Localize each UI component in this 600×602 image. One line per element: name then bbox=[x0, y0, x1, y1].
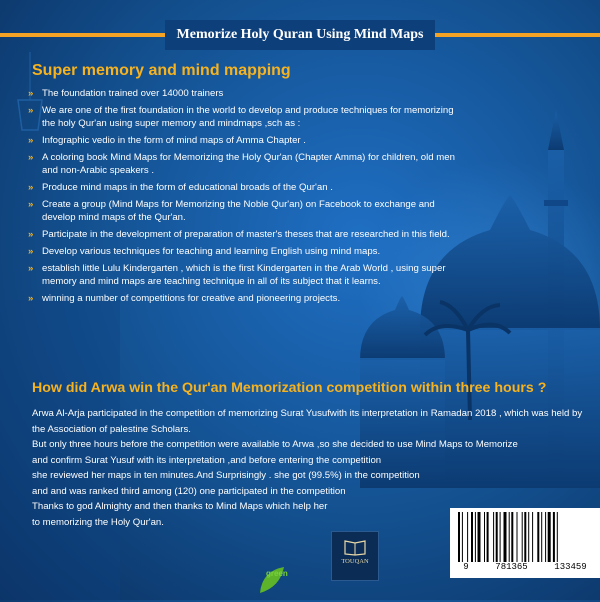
barcode-bar bbox=[511, 512, 513, 562]
list-item-text: Participate in the development of preparation of master's theses that are researched in this field. bbox=[42, 229, 450, 240]
barcode-bar bbox=[517, 512, 518, 562]
list-item bbox=[28, 262, 458, 288]
list-item-text: We are one of the first foundation in the world to develop and produce techniques for memorizing the holy Qur'an using super memory and mindmaps ,sch as : bbox=[42, 105, 454, 129]
barcode-bar bbox=[475, 512, 476, 562]
barcode-bar bbox=[478, 512, 481, 562]
barcode-bar bbox=[487, 512, 489, 562]
bullet-icon: » bbox=[28, 246, 34, 257]
barcode-bar bbox=[509, 512, 510, 562]
list-item-text: Infographic vedio in the form of mind maps of Amma Chapter . bbox=[42, 135, 306, 146]
barcode-bar bbox=[541, 512, 542, 562]
achievements-list bbox=[28, 87, 458, 309]
story-line: Thanks to god Almighty and then thanks to Mind Maps which help her bbox=[32, 501, 328, 512]
list-item bbox=[28, 104, 458, 130]
story-line: But only three hours before the competition were available to Arwa ,so she decided to use Mind Maps to Memorize bbox=[32, 439, 518, 450]
section-title-arwa-story: How did Arwa win the Qur'an Memorization competition within three hours ? bbox=[32, 380, 547, 396]
touqan-logo-label: TOUQAN bbox=[341, 558, 369, 565]
header-bar bbox=[0, 18, 600, 52]
story-line: and and was ranked third among (120) one participated in the competition bbox=[32, 485, 346, 497]
barcode-bar bbox=[496, 512, 498, 562]
story-line: she reviewed her maps in ten minutes.And Surprisingly . she got (99.5%) in the competition bbox=[32, 470, 420, 481]
list-item bbox=[28, 134, 458, 147]
barcode-bar bbox=[458, 512, 460, 562]
list-item-text: Develop various techniques for teaching and learning English using mind maps. bbox=[42, 246, 381, 257]
story-line: to memorizing the Holy Qur'an. bbox=[32, 516, 164, 528]
barcode-bar bbox=[557, 512, 558, 562]
isbn-barcode bbox=[450, 508, 600, 578]
barcode-bar bbox=[528, 512, 529, 562]
barcode-digit-group: 781365 bbox=[495, 562, 528, 572]
barcode-bar bbox=[548, 512, 551, 562]
section-title-super-memory: Super memory and mind mapping bbox=[32, 62, 291, 79]
barcode-bar bbox=[522, 512, 523, 562]
barcode-bar bbox=[537, 512, 539, 562]
barcode-bar bbox=[553, 512, 555, 562]
header-title: Memorize Holy Quran Using Mind Maps bbox=[165, 20, 435, 50]
story-line: and confirm Surat Yusuf with its interpretation ,and before entering the competition bbox=[32, 454, 382, 466]
bullet-icon: » bbox=[28, 88, 34, 99]
barcode-digit-group: 133459 bbox=[554, 562, 587, 572]
list-item bbox=[28, 151, 458, 177]
story-line: Arwa Al-Arja participated in the competition of memorizing Surat Yusufwith its interpretation in Ramadan 2018 , which was held by bbox=[32, 408, 583, 419]
barcode-bar bbox=[467, 512, 468, 562]
list-item bbox=[28, 87, 458, 100]
bullet-icon: » bbox=[28, 135, 34, 146]
barcode-bar bbox=[484, 512, 485, 562]
barcode-digit-group: 9 bbox=[463, 562, 469, 572]
touqan-publisher-logo bbox=[331, 531, 379, 581]
bullet-icon: » bbox=[28, 199, 34, 210]
bullet-icon: » bbox=[28, 105, 34, 116]
list-item bbox=[28, 292, 458, 305]
list-item-text: winning a number of competitions for creative and pioneering projects. bbox=[42, 293, 341, 304]
list-item-text: The foundation trained over 14000 trainers bbox=[42, 88, 224, 99]
list-item-text: A coloring book Mind Maps for Memorizing the Holy Qur'an (Chapter Amma) for children, old men and non-Arabic speakers . bbox=[42, 152, 455, 176]
barcode-bar bbox=[532, 512, 533, 562]
barcode-digits bbox=[450, 562, 600, 572]
barcode-bars bbox=[458, 512, 592, 562]
list-item bbox=[28, 198, 458, 224]
bullet-icon: » bbox=[28, 182, 34, 193]
barcode-bar bbox=[500, 512, 501, 562]
bullet-icon: » bbox=[28, 229, 34, 240]
barcode-bar bbox=[493, 512, 494, 562]
bullet-icon: » bbox=[28, 293, 34, 304]
barcode-bar bbox=[471, 512, 473, 562]
barcode-bar bbox=[504, 512, 507, 562]
barcode-bar bbox=[545, 512, 546, 562]
bullet-icon: » bbox=[28, 263, 34, 274]
story-line: the Association of palestine Scholars. bbox=[32, 423, 191, 435]
green-publisher-logo bbox=[256, 563, 300, 597]
book-icon bbox=[344, 538, 366, 556]
bullet-icon: » bbox=[28, 152, 34, 163]
list-item bbox=[28, 181, 458, 194]
list-item-text: establish little Lulu Kindergarten , which is the first Kindergarten in the Arab World , using super memory and mind maps are teaching technique in all of its subject that it learns. bbox=[42, 263, 446, 287]
barcode-bar bbox=[524, 512, 526, 562]
green-logo-label: green bbox=[266, 569, 288, 578]
list-item bbox=[28, 228, 458, 241]
barcode-bar bbox=[462, 512, 463, 562]
list-item-text: Produce mind maps in the form of educational broads of the Qur'an . bbox=[42, 182, 333, 193]
list-item-text: Create a group (Mind Maps for Memorizing the Noble Qur'an) on Facebook to exchange and develop mind maps of the Qur'an. bbox=[42, 199, 435, 223]
list-item bbox=[28, 245, 458, 258]
